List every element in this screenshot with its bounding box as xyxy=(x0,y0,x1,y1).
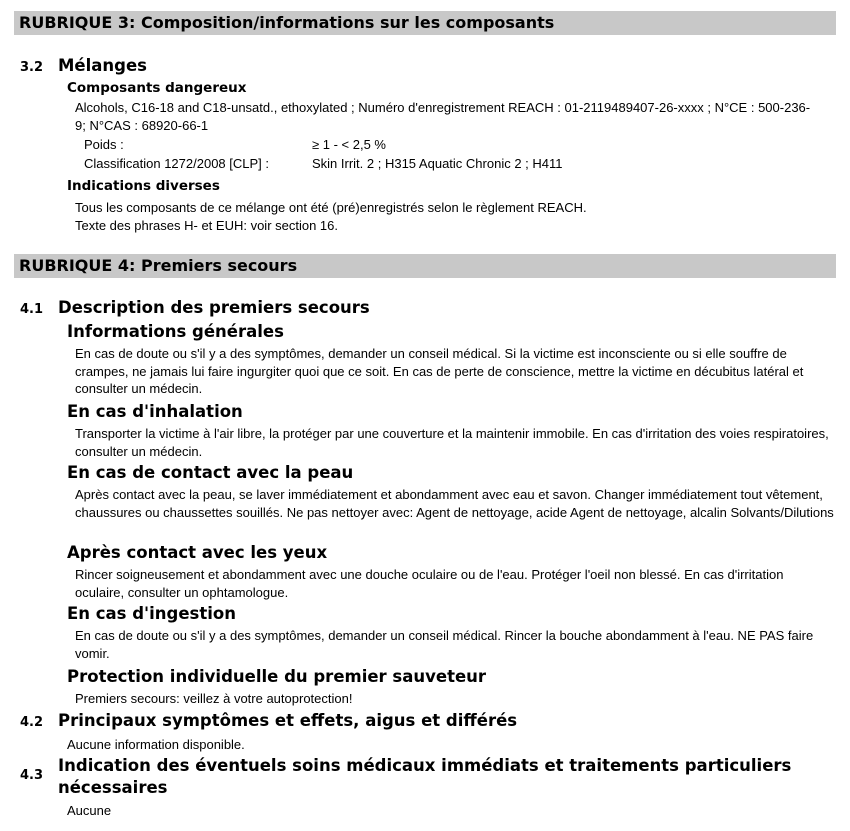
soins-medicaux-text: Aucune xyxy=(67,803,112,818)
subtitle-indications-diverses: Indications diverses xyxy=(67,178,220,194)
contact-peau-text: Après contact avec la peau, se laver immédiatement et abondamment avec eau et savon. Changer immédiatement tout vêtement, chaussures ou chaussettes souillés. Ne pas nettoyer avec: Agent de nettoyage, acide Agent de nettoyage, alcalin Solvants/Dilutions xyxy=(75,487,834,520)
section-title-symptomes: Principaux symptômes et effets, aigus et différés xyxy=(58,711,518,730)
composant-description: Alcohols, C16-18 and C18-unsatd., ethoxylated ; Numéro d'enregistrement REACH : 01-2119489407-26-xxxx ; N°CE : 500-236-9; N°CAS : 68920-66-1 xyxy=(75,100,811,133)
poids-value: ≥ 1 - < 2,5 % xyxy=(312,137,386,152)
subtitle-informations-generales: Informations générales xyxy=(67,322,284,341)
section-number-4-2: 4.2 xyxy=(20,715,44,730)
protection-sauveteur-text: Premiers secours: veillez à votre autoprotection! xyxy=(75,691,353,706)
contact-yeux-text: Rincer soigneusement et abondamment avec une douche oculaire ou de l'eau. Protéger l'oeil non blessé. En cas d'irritation oculaire, consulter un ophtamologue. xyxy=(75,567,784,600)
classification-value: Skin Irrit. 2 ; H315 Aquatic Chronic 2 ; H411 xyxy=(312,156,563,171)
section-title-description-premiers-secours: Description des premiers secours xyxy=(58,298,370,317)
classification-label: Classification 1272/2008 [CLP] : xyxy=(84,156,269,171)
subtitle-inhalation: En cas d'inhalation xyxy=(67,402,243,421)
poids-label: Poids : xyxy=(84,137,124,152)
section-3-header: RUBRIQUE 3: Composition/informations sur les composants xyxy=(14,11,836,35)
subtitle-ingestion: En cas d'ingestion xyxy=(67,604,236,623)
indications-line-1: Tous les composants de ce mélange ont été (pré)enregistrés selon le règlement REACH. xyxy=(75,200,587,215)
subtitle-protection-sauveteur: Protection individuelle du premier sauveteur xyxy=(67,667,487,686)
section-title-soins-medicaux-line-2: nécessaires xyxy=(58,778,168,797)
ingestion-text: En cas de doute ou s'il y a des symptômes, demander un conseil médical. Rincer la bouche abondamment à l'eau. NE PAS faire vomir. xyxy=(75,628,814,661)
indications-line-2: Texte des phrases H- et EUH: voir section 16. xyxy=(75,218,339,233)
symptomes-text: Aucune information disponible. xyxy=(67,737,245,752)
section-title-soins-medicaux-line-1: Indication des éventuels soins médicaux immédiats et traitements particuliers xyxy=(58,756,792,775)
subtitle-composants-dangereux: Composants dangereux xyxy=(67,80,247,96)
section-number-4-3: 4.3 xyxy=(20,768,44,783)
section-4-header: RUBRIQUE 4: Premiers secours xyxy=(14,254,836,278)
informations-generales-text: En cas de doute ou s'il y a des symptômes, demander un conseil médical. Si la victime est inconsciente ou si elle souffre de crampes, ne jamais lui faire ingurgiter quoi que ce soit. En cas de perte de conscience, mettre la victime en décubitus latéral et consulter un médecin. xyxy=(75,346,804,396)
subtitle-contact-peau: En cas de contact avec la peau xyxy=(67,463,354,482)
inhalation-text: Transporter la victime à l'air libre, la protéger par une couverture et la maintenir immobile. En cas d'irritation des voies respiratoires, consulter un médecin. xyxy=(75,426,829,459)
section-title-melanges: Mélanges xyxy=(58,56,147,75)
section-number-3-2: 3.2 xyxy=(20,60,44,75)
subtitle-contact-yeux: Après contact avec les yeux xyxy=(67,543,328,562)
section-number-4-1: 4.1 xyxy=(20,302,44,317)
